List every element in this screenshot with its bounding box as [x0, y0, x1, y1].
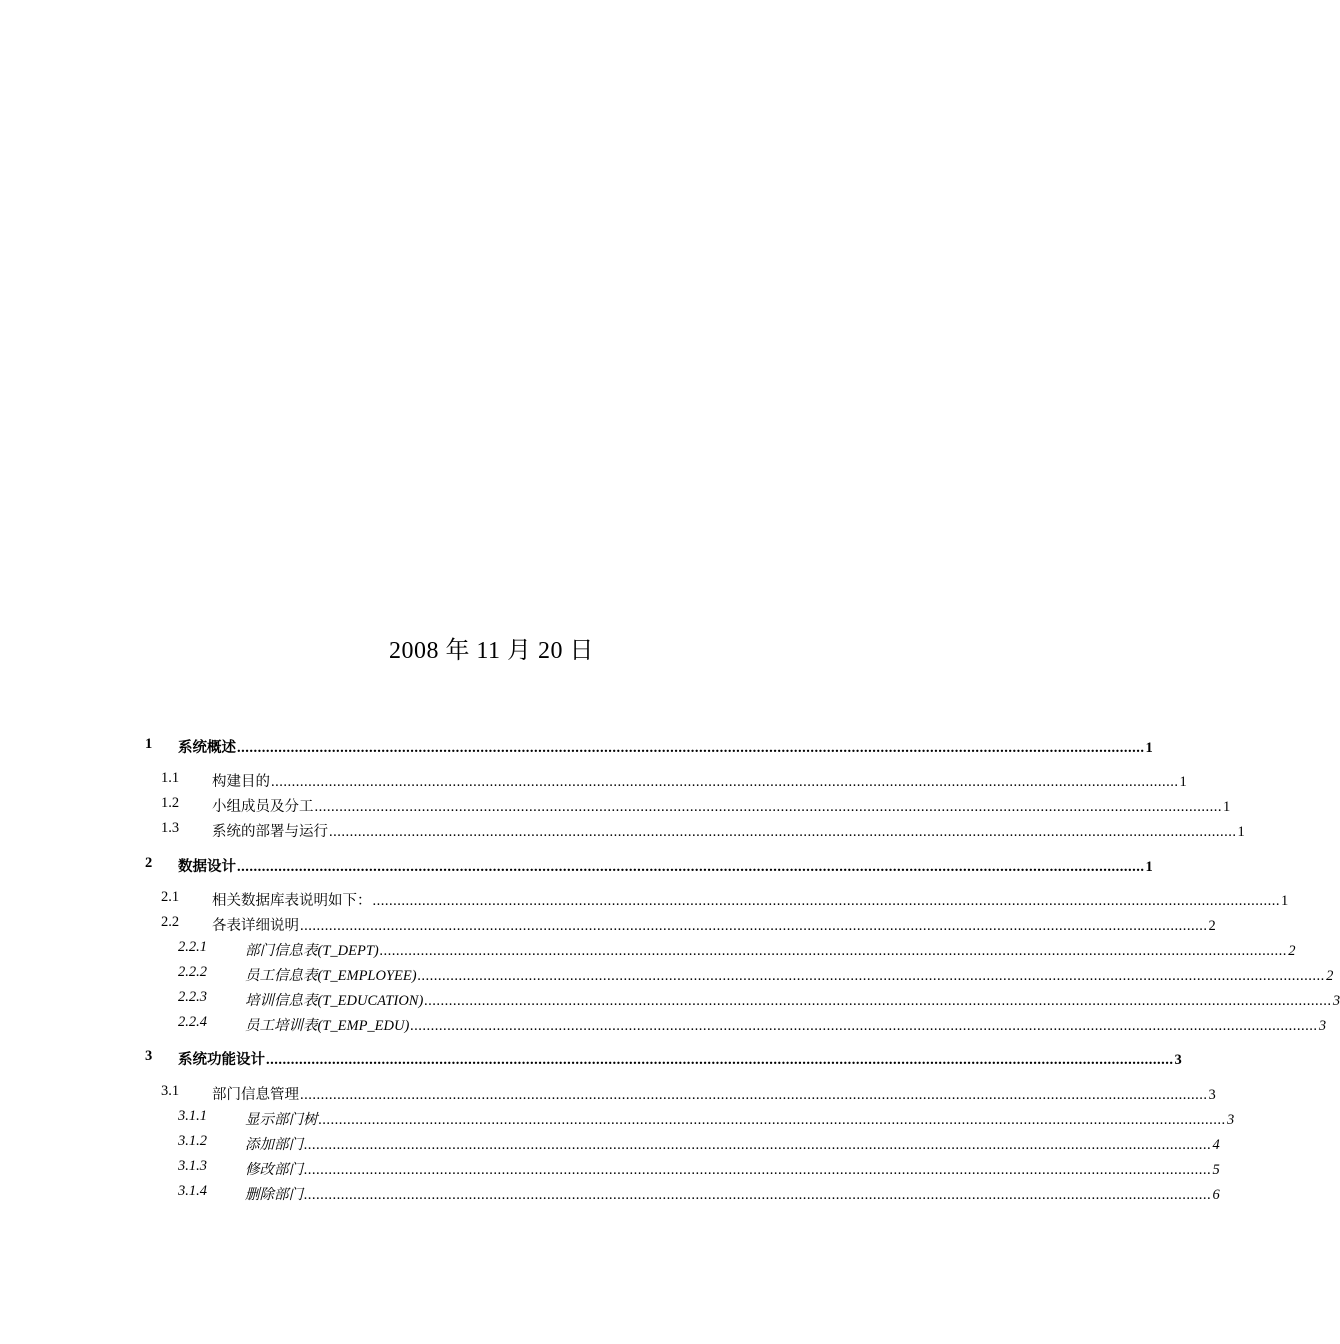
toc-page-number: 3 [1318, 1018, 1327, 1034]
toc-entry[interactable] [0, 1133, 1220, 1153]
toc-entry[interactable] [0, 1083, 1216, 1103]
toc-entry[interactable] [0, 1108, 1235, 1128]
toc-page-number: 1 [1179, 774, 1187, 790]
toc-page-number: 1 [1281, 893, 1289, 909]
toc-page-number: 2 [1288, 943, 1296, 959]
dot-leader: ............................................................................................................................................................................................................................ [300, 918, 1208, 934]
toc-number: 1 [145, 736, 153, 752]
dot-leader: ............................................................................................................................................................................................................................ [271, 774, 1179, 790]
toc-number: 2.2 [161, 914, 180, 930]
toc-entry[interactable] [0, 964, 1334, 984]
toc-page-number: 3 [1332, 993, 1340, 1009]
toc-number: 1.2 [161, 795, 180, 811]
toc-entry[interactable] [0, 989, 1340, 1009]
toc-entry[interactable] [0, 914, 1216, 934]
toc-number: 3.1.1 [178, 1108, 207, 1124]
dot-leader: ............................................................................................................................................................................................................................ [410, 1018, 1318, 1034]
toc-title: 删除部门 [245, 1187, 303, 1203]
dot-leader: ............................................................................................................................................................................................................................ [372, 893, 1280, 909]
dot-leader: ............................................................................................................................................................................................................................ [318, 1112, 1226, 1128]
toc-title: 员工培训表(T_EMP_EDU) [245, 1018, 410, 1034]
toc-number: 3.1.3 [178, 1158, 207, 1174]
dot-leader: ............................................................................................................................................................................................................................ [237, 859, 1145, 875]
toc-entry[interactable] [0, 939, 1296, 959]
toc-entry[interactable] [0, 855, 1153, 875]
toc-page-number: 1 [1145, 859, 1153, 875]
toc-number: 3.1 [161, 1083, 180, 1099]
toc-title: 培训信息表(T_EDUCATION) [245, 993, 424, 1009]
dot-leader: ............................................................................................................................................................................................................................ [304, 1187, 1212, 1203]
dot-leader: ............................................................................................................................................................................................................................ [417, 968, 1326, 984]
toc-number: 2.2.3 [178, 989, 207, 1005]
dot-leader: ............................................................................................................................................................................................................................ [266, 1052, 1174, 1068]
dot-leader: ............................................................................................................................................................................................................................ [314, 799, 1222, 815]
toc-entry[interactable] [0, 770, 1187, 790]
document-date: 2008 年 11 月 20 日 [388, 638, 595, 664]
toc-page-number: 6 [1212, 1187, 1220, 1203]
toc-title: 各表详细说明 [212, 918, 299, 934]
toc-page-number: 3 [1174, 1052, 1182, 1068]
dot-leader: ............................................................................................................................................................................................................................ [379, 943, 1288, 959]
toc-title: 系统功能设计 [178, 1052, 265, 1068]
toc-number: 3 [145, 1048, 153, 1064]
toc-title: 相关数据库表说明如下： [212, 893, 372, 909]
toc-number: 2.2.1 [178, 939, 207, 955]
toc-entry[interactable] [0, 736, 1153, 756]
toc-title: 数据设计 [178, 859, 236, 875]
toc-number: 3.1.4 [178, 1183, 207, 1199]
dot-leader: ............................................................................................................................................................................................................................ [304, 1162, 1212, 1178]
toc-title: 部门信息管理 [212, 1087, 299, 1103]
dot-leader: ............................................................................................................................................................................................................................ [304, 1137, 1212, 1153]
toc-page-number: 1 [1145, 740, 1153, 756]
toc-page-number: 1 [1237, 824, 1245, 840]
toc-entry[interactable] [0, 1183, 1220, 1203]
toc-entry[interactable] [0, 795, 1231, 815]
toc-title: 部门信息表(T_DEPT) [245, 943, 379, 959]
toc-number: 2.2.2 [178, 964, 207, 980]
toc-title: 员工信息表(T_EMPLOYEE) [245, 968, 417, 984]
toc-page-number: 2 [1208, 918, 1216, 934]
toc-number: 1.3 [161, 820, 180, 836]
toc-page-number: 3 [1208, 1087, 1216, 1103]
dot-leader: ............................................................................................................................................................................................................................ [424, 993, 1332, 1009]
toc-number: 3.1.2 [178, 1133, 207, 1149]
toc-page-number: 2 [1326, 968, 1334, 984]
toc-title: 小组成员及分工 [212, 799, 314, 815]
toc-entry[interactable] [0, 1048, 1182, 1068]
dot-leader: ............................................................................................................................................................................................................................ [237, 740, 1145, 756]
toc-number: 1.1 [161, 770, 180, 786]
toc-entry[interactable] [0, 1014, 1327, 1034]
toc-entry[interactable] [0, 820, 1245, 840]
toc-entry[interactable] [0, 889, 1289, 909]
toc-number: 2.2.4 [178, 1014, 207, 1030]
toc-page-number: 3 [1227, 1112, 1235, 1128]
toc-title: 系统概述 [178, 740, 236, 756]
toc-title: 显示部门树 [245, 1112, 318, 1128]
toc-title: 修改部门 [245, 1162, 303, 1178]
toc-title: 构建目的 [212, 774, 270, 790]
toc-title: 系统的部署与运行 [212, 824, 328, 840]
dot-leader: ............................................................................................................................................................................................................................ [300, 1087, 1208, 1103]
dot-leader: ............................................................................................................................................................................................................................ [329, 824, 1237, 840]
toc-page-number: 1 [1223, 799, 1231, 815]
toc-page-number: 5 [1212, 1162, 1220, 1178]
toc-title: 添加部门 [245, 1137, 303, 1153]
toc-page-number: 4 [1212, 1137, 1220, 1153]
toc-number: 2 [145, 855, 153, 871]
toc-number: 2.1 [161, 889, 180, 905]
toc-entry[interactable] [0, 1158, 1220, 1178]
